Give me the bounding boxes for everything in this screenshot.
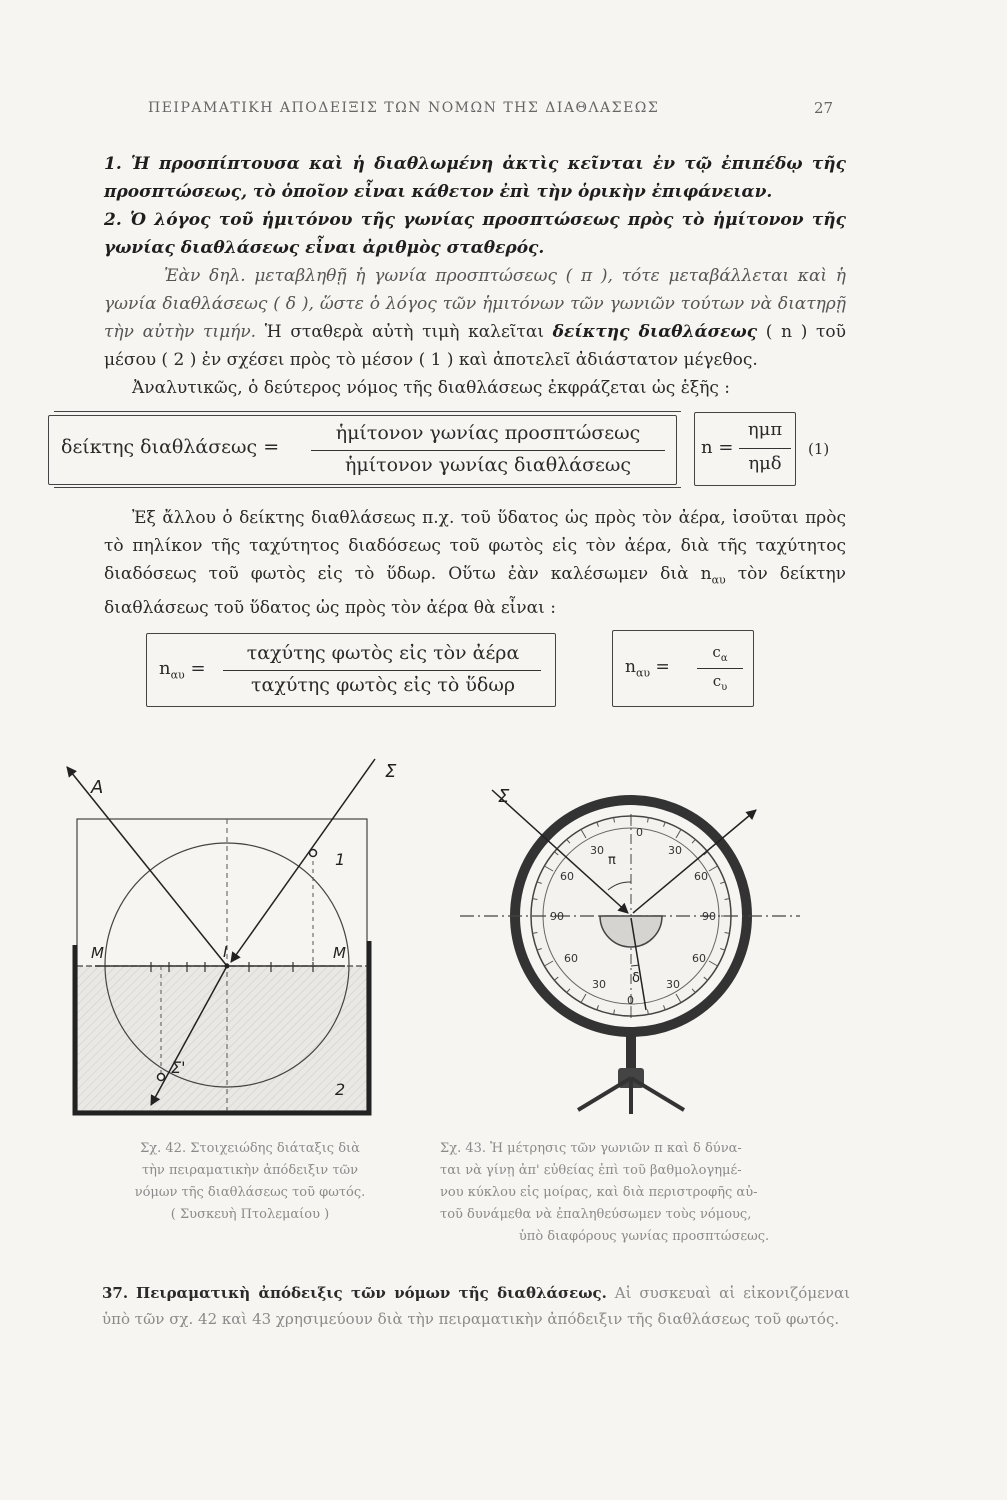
equation-tag: (1) (808, 440, 830, 458)
formula2-fraction-line (223, 670, 541, 671)
formula1-box (48, 415, 677, 485)
formula1-numerator: ἡμίτονον γωνίας προσπτώσεως (335, 422, 641, 444)
label-delta: δ (632, 971, 640, 986)
explanation-paragraph (104, 262, 846, 374)
explanation-line-b1: Ἡ σταθερὰ αὐτὴ τιμὴ καλεῖται (264, 322, 544, 342)
label-m-left: M (91, 944, 104, 962)
label-sigma-43: Σ (498, 786, 510, 807)
scale-bottom-0: 0 (627, 994, 634, 1007)
explanation-line-a: Ἐὰν δηλ. μεταβληθῇ ἡ γωνία προσπτώσεως ( π ), τότε μεταβάλλεται καὶ ἡ γωνία διαθλάσεως ( δ ), ὥστε ὁ λόγος τῶν ἡμιτόνων τῶν γωνιῶν τούτων νὰ διατηρῇ τὴν αὐτὴν τιμήν. (104, 266, 846, 342)
fig42-caption-line2: τὴν πειραματικὴν ἀπόδειξιν τῶν (141, 1163, 359, 1178)
label-i: I (223, 943, 228, 961)
formula2-short-box (612, 630, 754, 707)
label-2: 2 (335, 1080, 346, 1099)
section-37-number: 37. (102, 1284, 129, 1302)
fig42-caption-line4: ( Συσκευὴ Πτολεμαίου ) (170, 1207, 330, 1222)
figure-42-caption (100, 1138, 400, 1226)
scale-30-bottom-right: 30 (666, 978, 680, 991)
formula1-lhs: δείκτης διαθλάσεως = (61, 436, 280, 458)
fig43-caption-line2: ται νὰ γίνῃ ἀπ' εὐθείας ἐπὶ τοῦ βαθμολογημέ- (440, 1163, 742, 1178)
label-1: 1 (335, 850, 346, 869)
formula2-numerator: ταχύτης φωτὸς εἰς τὸν ἀέρα (246, 642, 520, 664)
scale-60-top-right: 60 (694, 870, 708, 883)
formula1-short-lhs: n = (701, 437, 734, 458)
fig43-caption-line3: νου κύκλου εἰς μοίρας, καὶ διὰ περιστροφῆς αὐ- (440, 1185, 758, 1200)
label-a: A (91, 777, 104, 798)
scale-60-bottom-right: 60 (692, 952, 706, 965)
fig43-caption-line1: Σχ. 43. Ἡ μέτρησις τῶν γωνιῶν π καὶ δ δύνα- (440, 1141, 742, 1156)
example-paragraph (104, 504, 846, 622)
refractive-index-term: δείκτης διαθλάσεως (552, 322, 758, 342)
formula1-short-line (739, 448, 791, 449)
point-2 (158, 1074, 165, 1081)
figure-43-graduated-circle (450, 770, 810, 1130)
fig43-caption-line5: ὑπὸ διαφόρους γωνίας προσπτώσεως. (518, 1229, 770, 1244)
label-pi: π (608, 853, 616, 868)
figure-42-ptolemy-apparatus (55, 755, 395, 1135)
fig43-caption-line4: τοῦ δυνάμεθα νὰ ἐπαληθεύσωμεν τοὺς νόμους, (440, 1207, 752, 1222)
scale-30-top-right: 30 (668, 844, 682, 857)
label-m-right: M (333, 944, 346, 962)
analytic-intro: Ἀναλυτικῶς, ὁ δεύτερος νόμος τῆς διαθλάσεως ἐκφράζεται ὡς ἑξῆς : (132, 378, 731, 398)
law-2: 2. Ὁ λόγος τοῦ ἡμιτόνου τῆς γωνίας προσπτώσεως πρὸς τὸ ἡμίτονον τῆς γωνίας διαθλάσεως εἶναι ἀριθμὸς σταθερός. (104, 210, 846, 258)
explanation-line-b2: ( n ) τοῦ μέσου ( 2 ) ἐν σχέσει πρὸς τὸ μέσον ( 1 ) καὶ ἀποτελεῖ ἀδιάστατον μέγεθος. (104, 322, 846, 370)
formula1-short-denominator: ημδ (748, 453, 782, 474)
section-37-text: Αἱ συσκευαὶ αἱ εἰκονιζόμεναι ὑπὸ τῶν σχ. 42 καὶ 43 χρησιμεύουν διὰ τὴν πειραματικὴν ἀπόδειξιν τῆς διαθλάσεως τοῦ φωτός. (102, 1284, 850, 1328)
formula1-fraction-line (311, 450, 665, 451)
example-text-1: Ἐξ ἄλλου ὁ δείκτης διαθλάσεως π.χ. τοῦ ὕδατος ὡς πρὸς τὸν ἀέρα, ἰσοῦται πρὸς τὸ πηλίκον τῆς ταχύτητος διαδόσεως τοῦ φωτὸς εἰς τὸν ἀέρα, διὰ τῆς ταχύτητος διαδόσεως τοῦ φωτὸς εἰς τὸ ὕδωρ. Οὕτω ἐὰν καλέσωμεν διὰ (104, 508, 846, 584)
law-1: 1. Ἡ προσπίπτουσα καὶ ἡ διαθλωμένη ἀκτὶς κεῖνται ἐν τῷ ἐπιπέδῳ τῆς προσπτώσεως, τὸ ὁποῖον εἶναι κάθετον ἐπὶ τὴν ὁρικὴν ἐπιφάνειαν. (104, 154, 846, 202)
section-37-title: Πειραματικὴ ἀπόδειξις τῶν νόμων τῆς διαθλάσεως. (136, 1284, 607, 1302)
water-region (77, 966, 367, 1111)
formula2-lhs: $n_{\alpha\upsilon}$ = (159, 658, 206, 682)
scale-30-top-left: 30 (590, 844, 604, 857)
formula1-short-box (694, 412, 796, 486)
scale-top-0: 0 (636, 826, 643, 839)
tripod-legs (578, 1078, 684, 1114)
formula2-short-numerator: $c_\alpha$ (712, 643, 728, 664)
figure-43-caption (440, 1138, 848, 1248)
formula2-short-line (697, 668, 743, 669)
example-text-2: τὸν δείκτην διαθλάσεως τοῦ ὕδατος ὡς πρὸς τὸν ἀέρα θὰ εἶναι : (104, 564, 847, 619)
n-alpha-upsilon-symbol: $n_{\alpha\upsilon}$ (700, 564, 726, 587)
section-37 (102, 1280, 850, 1332)
page-number: 27 (814, 99, 834, 117)
fig42-caption-line1: Σχ. 42. Στοιχειώδης διάταξις διὰ (140, 1141, 360, 1156)
label-sigma-prime: Σ' (171, 1058, 186, 1077)
fig42-caption-line3: νόμων τῆς διαθλάσεως τοῦ φωτός. (134, 1185, 366, 1200)
formula2-short-denominator: $c_\upsilon$ (712, 672, 728, 693)
scale-60-bottom-left: 60 (564, 952, 578, 965)
formula2-short-lhs: $n_{\alpha\upsilon}$ = (625, 657, 670, 680)
formula2-denominator: ταχύτης φωτὸς εἰς τὸ ὕδωρ (250, 674, 516, 696)
point-i (225, 964, 230, 969)
scale-90-right: 90 (702, 910, 716, 923)
point-1 (310, 850, 317, 857)
formula1-short-numerator: ημπ (747, 419, 783, 440)
scale-30-bottom-left: 30 (592, 978, 606, 991)
scale-90-left: 90 (550, 910, 564, 923)
scale-60-top-left: 60 (560, 870, 574, 883)
incident-ray (231, 759, 375, 962)
label-sigma: Σ (385, 761, 397, 782)
formula2-box (146, 633, 556, 707)
formula1-denominator: ἡμίτονον γωνίας διαθλάσεως (344, 454, 632, 476)
running-header: ΠΕΙΡΑΜΑΤΙΚΗ ΑΠΟΔΕΙΞΙΣ ΤΩΝ ΝΟΜΩΝ ΤΗΣ ΔΙΑΘΛΑΣΕΩΣ (148, 100, 660, 116)
